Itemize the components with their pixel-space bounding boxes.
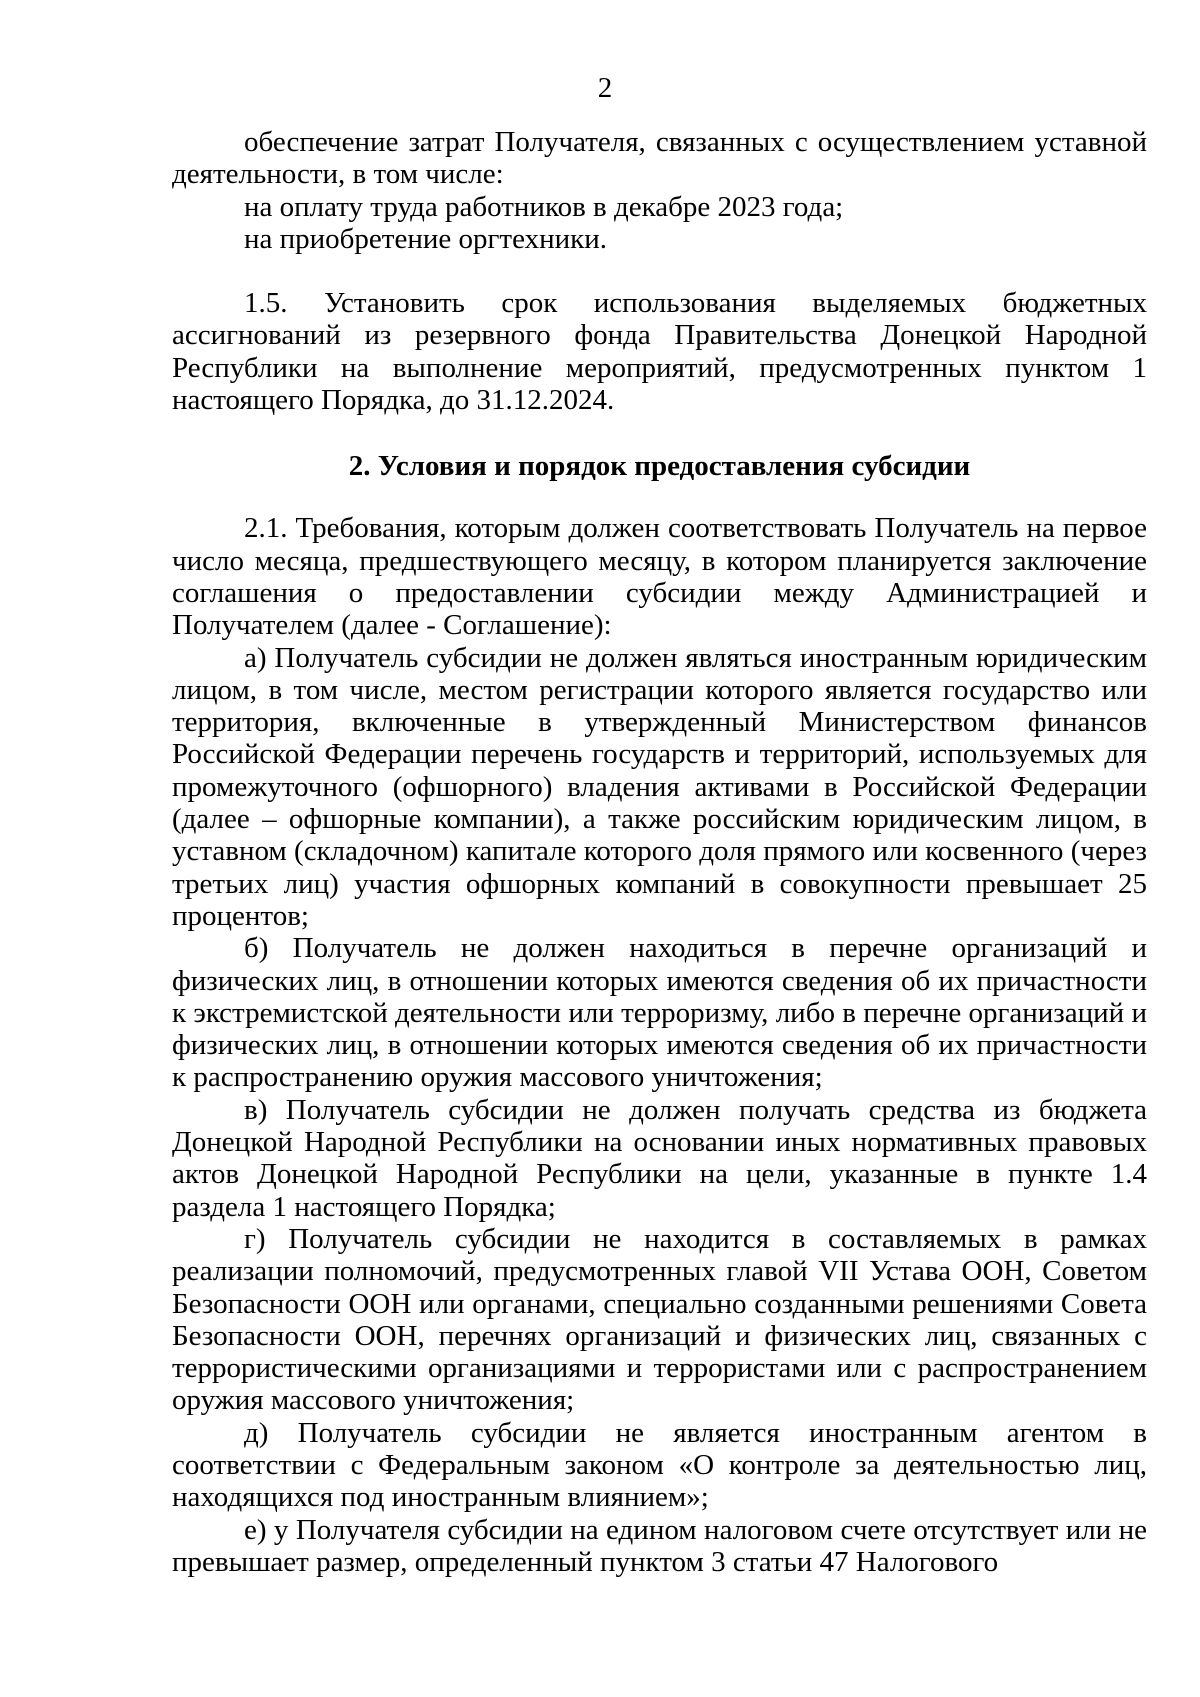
paragraph-expenses-equipment: на приобретение оргтехники. bbox=[244, 222, 607, 255]
paragraph-1-5-deadline: 1.5. Установить срок использования выделяемых бюджетных ассигнований из резервного фонда Правительства Донецкой Народной Республики на выполнение мероприятий, предусмотренных пунктом 1 настоящего Порядка, до 31.12.2024. bbox=[172, 287, 1147, 417]
paragraph-expenses-salary: на оплату труда работников в декабре 2023 года; bbox=[244, 190, 844, 223]
document-body bbox=[172, 126, 1147, 1578]
paragraph-2-1-v: в) Получатель субсидии не должен получать средства из бюджета Донецкой Народной Республики на основании иных нормативных правовых актов Донецкой Народной Республики на цели, указанные в пункте 1.4 раздела 1 настоящего Порядка; bbox=[172, 1093, 1147, 1223]
paragraph-2-1-requirements: 2.1. Требования, которым должен соответствовать Получатель на первое число месяца, предшествующего месяцу, в котором планируется заключение соглашения о предоставлении субсидии между Администрацией и Получателем (далее - Соглашение): bbox=[172, 512, 1147, 642]
paragraph-2-1-b: б) Получатель не должен находиться в перечне организаций и физических лиц, в отношении которых имеются сведения об их причастности к экстремистской деятельности или терроризму, либо в перечне организаций и физических лиц, в отношении которых имеются сведения об их причастности к распространению оружия массового уничтожения; bbox=[172, 932, 1147, 1094]
paragraph-expenses-intro: обеспечение затрат Получателя, связанных с осуществлением уставной деятельности, в том числе: bbox=[172, 126, 1147, 191]
paragraph-2-1-e: е) у Получателя субсидии на едином налоговом счете отсутствует или не превышает размер, определенный пунктом 3 статьи 47 Налогового bbox=[172, 1513, 1147, 1578]
page-number: 2 bbox=[597, 72, 613, 104]
paragraph-2-1-a: а) Получатель субсидии не должен являться иностранным юридическим лицом, в том числе, местом регистрации которого является государство или территория, включенные в утвержденный Министерством финансов Российской Федерации перечень государств и территорий, используемых для промежуточного (офшорного) владения активами в Российской Федерации (далее – офшорные компании), а также российским юридическим лицом, в уставном (складочном) капитале которого доля прямого или косвенного (через третьих лиц) участия офшорных компаний в совокупности превышает 25 процентов; bbox=[172, 641, 1147, 932]
section-2-heading: 2. Условия и порядок предоставления субсидии bbox=[348, 450, 971, 483]
paragraph-2-1-d: д) Получатель субсидии не является иностранным агентом в соответствии с Федеральным законом «О контроле за деятельностью лиц, находящихся под иностранным влиянием»; bbox=[172, 1416, 1147, 1514]
paragraph-2-1-g: г) Получатель субсидии не находится в составляемых в рамках реализации полномочий, предусмотренных главой VII Устава ООН, Советом Безопасности ООН или органами, специально созданными решениями Совета Безопасности ООН, перечнях организаций и физических лиц, связанных с террористическими организациями и террористами или с распространением оружия массового уничтожения; bbox=[172, 1222, 1147, 1417]
